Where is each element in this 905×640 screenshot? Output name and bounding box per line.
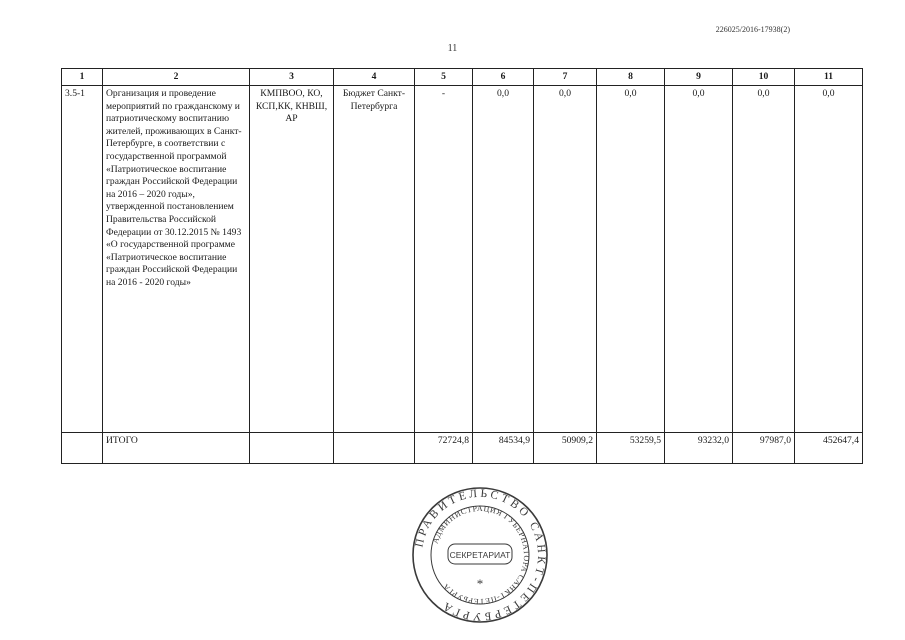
seal-outer-text: ПРАВИТЕЛЬСТВО САНКТ-ПЕТЕРБУРГА: [413, 487, 548, 623]
row-funding-source: Бюджет Санкт-Петербурга: [334, 86, 415, 433]
row-value: -: [415, 86, 473, 433]
seal-star-icon: *: [476, 576, 484, 591]
column-header: 7: [534, 69, 597, 86]
total-empty-cell: [334, 433, 415, 464]
table-row: [62, 86, 863, 433]
seal-center-text: СЕКРЕТАРИАТ: [449, 550, 511, 560]
column-header: 10: [733, 69, 795, 86]
budget-table: [61, 68, 863, 464]
column-header: 4: [334, 69, 415, 86]
row-value: 0,0: [597, 86, 665, 433]
row-code: 3.5-1: [62, 86, 103, 433]
column-header: 9: [665, 69, 733, 86]
total-value: 84534,9: [473, 433, 534, 464]
total-value: 50909,2: [534, 433, 597, 464]
document-id: 226025/2016-17938(2): [715, 25, 790, 34]
row-value: 0,0: [473, 86, 534, 433]
column-header: 6: [473, 69, 534, 86]
total-code-cell: [62, 433, 103, 464]
total-empty-cell: [250, 433, 334, 464]
row-value: 0,0: [534, 86, 597, 433]
total-row: [62, 433, 863, 464]
total-value: 72724,8: [415, 433, 473, 464]
page-number: 11: [447, 43, 458, 54]
column-header: 8: [597, 69, 665, 86]
row-value: 0,0: [733, 86, 795, 433]
header-row: [62, 69, 863, 86]
row-value: 0,0: [795, 86, 863, 433]
column-header: 3: [250, 69, 334, 86]
total-value: 452647,4: [795, 433, 863, 464]
column-header: 11: [795, 69, 863, 86]
column-header: 1: [62, 69, 103, 86]
column-header: 5: [415, 69, 473, 86]
row-description: Организация и проведение мероприятий по гражданскому и патриотическому воспитанию жителей, проживающих в Санкт-Петербурге, в соответствии с государственной программой «Патриотическое воспитание граждан Российской Федерации на 2016 – 2020 годы», утвержденной постановлением Правительства Российской Федерации от 30.12.2015 № 1493 «О государственной программе «Патриотическое воспитание граждан Российской Федерации на 2016 - 2020 годы»: [103, 86, 250, 433]
row-value: 0,0: [665, 86, 733, 433]
total-value: 93232,0: [665, 433, 733, 464]
column-header: 2: [103, 69, 250, 86]
secretariat-seal: [410, 485, 550, 625]
total-value: 97987,0: [733, 433, 795, 464]
total-label: ИТОГО: [103, 433, 250, 464]
row-executors: КМПВОО, КО, КСП,КК, КНВШ, АР: [250, 86, 334, 433]
total-value: 53259,5: [597, 433, 665, 464]
seal-inner-text: АДМИНИСТРАЦИЯ ГУБЕРНАТОРА САНКТ-ПЕТЕРБУРГА: [430, 503, 532, 607]
